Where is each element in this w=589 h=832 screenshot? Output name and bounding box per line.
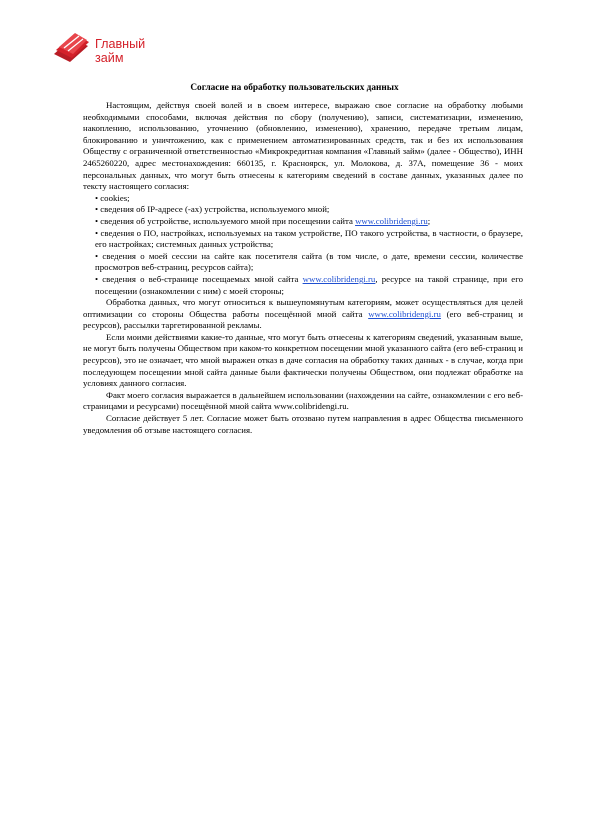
list-item-device-end: ; [427,215,431,226]
document-body [83,100,523,436]
document-title: Согласие на обработку пользовательских данных [190,83,399,93]
site-link[interactable]: www.colibridengi.ru [302,273,376,284]
list-item-ip: • сведения об IP-адресе (-ах) устройства, используемого мной; [95,204,330,215]
list-item-cookies: • cookies; [95,192,130,203]
list-item-webpage [83,274,523,297]
list-item-software: • сведения о ПО, настройках, используемых на таком устройстве, ПО такого устройства, в частности, о браузере, его настройках; системных данных устройства; [95,227,523,250]
site-link[interactable]: www.colibridengi.ru [355,215,428,226]
paragraph-intro: Настоящим, действуя своей волей и в своем интересе, выражаю свое согласие на обработку любыми необходимыми способами, включая действия по сбору (получению), записи, систематизации, изменению, накоплению, использованию, уточнению (обновлению, изменению), хранению, передаче третьим лицам, блокированию и уничтожению, как с применением автоматизированных средств, так и без их использования Обществу с ограниченной ответственностью «Микрокредитная компания «Главный займ» (далее - Общество), ИНН 2465260220, адрес местонахождения: 660135, г. Красноярск, ул. Молокова, д. 37А, помещение 36 - моих персональных данных, что могут быть отнесены к категориям сведений в составе данных, указанных далее по тексту настоящего согласия: [83,100,523,192]
paragraph-purpose [83,297,523,332]
paragraph-consent-fact: Факт моего согласия выражается в дальнейшем использовании (нахождении на сайте, ознакомлении с его веб-страницами и ресурсами) посещённой мной сайта www.colibridengi.ru. [83,389,523,412]
site-link[interactable]: www.colibridengi.ru [368,308,441,319]
logo-emblem-icon [52,32,92,66]
company-logo [52,30,182,72]
list-item-device [83,216,523,228]
paragraph-purpose-end: (его веб-страниц и ресурсов), рассылки таргетированной рекламы. [83,308,523,331]
paragraph-missing-data: Если моими действиями какие-то данные, что могут быть отнесены к категориям сведений, указанным выше, не могут быть получены Обществом при каком-то конкретном посещении мной указанного сайта (его веб-страниц и ресурсов), это не означает, что мной выражен отказ в даче согласия на обработку таких данных - в случае, когда при последующем посещении мной сайта данные были фактически получены Обществом, они подлежат обработке на условиях данного согласия. [83,331,523,389]
list-item-device-text: • сведения об устройстве, используемого мной при посещении сайта [95,215,356,226]
logo-text-line1: Главный [95,37,146,51]
paragraph-validity: Согласие действует 5 лет. Согласие может быть отозвано путем направления в адрес Общества письменного уведомления об отзыве настоящего согласия. [83,413,523,435]
logo-text-line2: займ [95,51,124,65]
paragraph-purpose-text: Обработка данных, что могут относиться к вышеупомянутым категориям, может осуществляться для целей оптимизации со стороны Общества работы посещённой мной сайта [83,297,523,319]
list-item-webpage-end: , ресурсе на такой странице, при его посещении (ознакомлении с ним) с моей стороны; [95,273,523,296]
list-item-webpage-text: • сведения о веб-странице посещаемых мной сайта [95,273,303,284]
list-item-session: • сведения о моей сессии на сайте как посетителя сайта (в том числе, о дате, времени сессии, количестве просмотров веб-страниц, ресурсов сайта); [95,250,523,273]
